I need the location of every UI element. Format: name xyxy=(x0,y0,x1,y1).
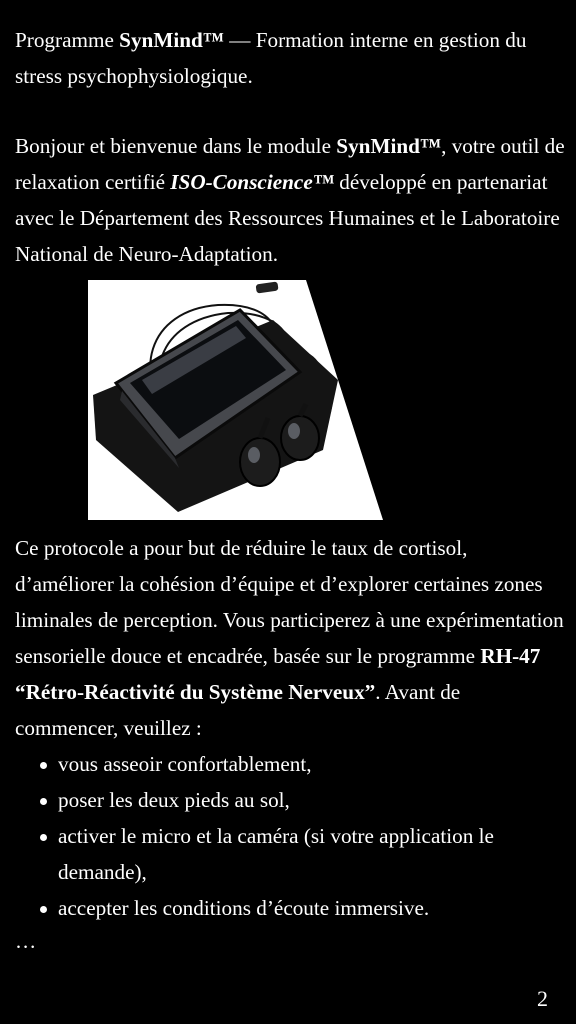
paragraph-gap xyxy=(15,94,565,128)
page-number: 2 xyxy=(537,986,548,1011)
protocol-program-name: RH-47 “Rétro-Réactivité du Système Nerveux” xyxy=(15,644,541,704)
document-page xyxy=(15,22,565,956)
list-item-text: accepter les conditions d’écoute immersive. xyxy=(58,896,430,920)
list-item xyxy=(15,746,565,782)
list-item xyxy=(15,890,565,926)
list-item xyxy=(15,782,565,818)
bullet-icon xyxy=(40,762,47,769)
intro-brand: SynMind™ xyxy=(119,28,224,52)
device-illustration xyxy=(88,280,398,520)
protocol-part1: Ce protocole a pour but de réduire le taux de cortisol, d’améliorer la cohésion d’équipe et d’explorer certaines zones liminales de perception. Vous participerez à une expérimentation sensorielle douce et encadrée, basée sur le programme xyxy=(15,536,564,668)
bullet-icon xyxy=(40,834,47,841)
welcome-part2: , votre outil de relaxation certifié xyxy=(15,134,565,194)
protocol-paragraph xyxy=(15,530,565,746)
intro-prefix: Programme xyxy=(15,28,120,52)
protocol-part2: . Avant de commencer, veuillez : xyxy=(15,680,461,740)
list-item-text: vous asseoir confortablement, xyxy=(58,752,312,776)
intro-paragraph xyxy=(15,22,565,94)
welcome-part1: Bonjour et bienvenue dans le module xyxy=(15,134,337,158)
bullet-icon xyxy=(40,906,47,913)
welcome-part3: développé en partenariat avec le Département des Ressources Humaines et le Laboratoire National de Neuro-Adaptation. xyxy=(15,170,560,266)
welcome-brand: SynMind™ xyxy=(336,134,442,158)
bullet-icon xyxy=(40,798,47,805)
preparation-list xyxy=(15,746,565,926)
media-player-earbuds-image xyxy=(88,280,398,520)
welcome-paragraph xyxy=(15,128,565,272)
continuation-ellipsis: … xyxy=(15,929,37,953)
welcome-certification: ISO-Conscience™ xyxy=(170,170,334,194)
list-item-text: poser les deux pieds au sol, xyxy=(58,788,290,812)
list-item-text: activer le micro et la caméra (si votre application le demande), xyxy=(58,824,494,884)
intro-suffix: — Formation interne en gestion du stress psychophysiologique. xyxy=(15,28,527,88)
list-item xyxy=(15,818,565,890)
